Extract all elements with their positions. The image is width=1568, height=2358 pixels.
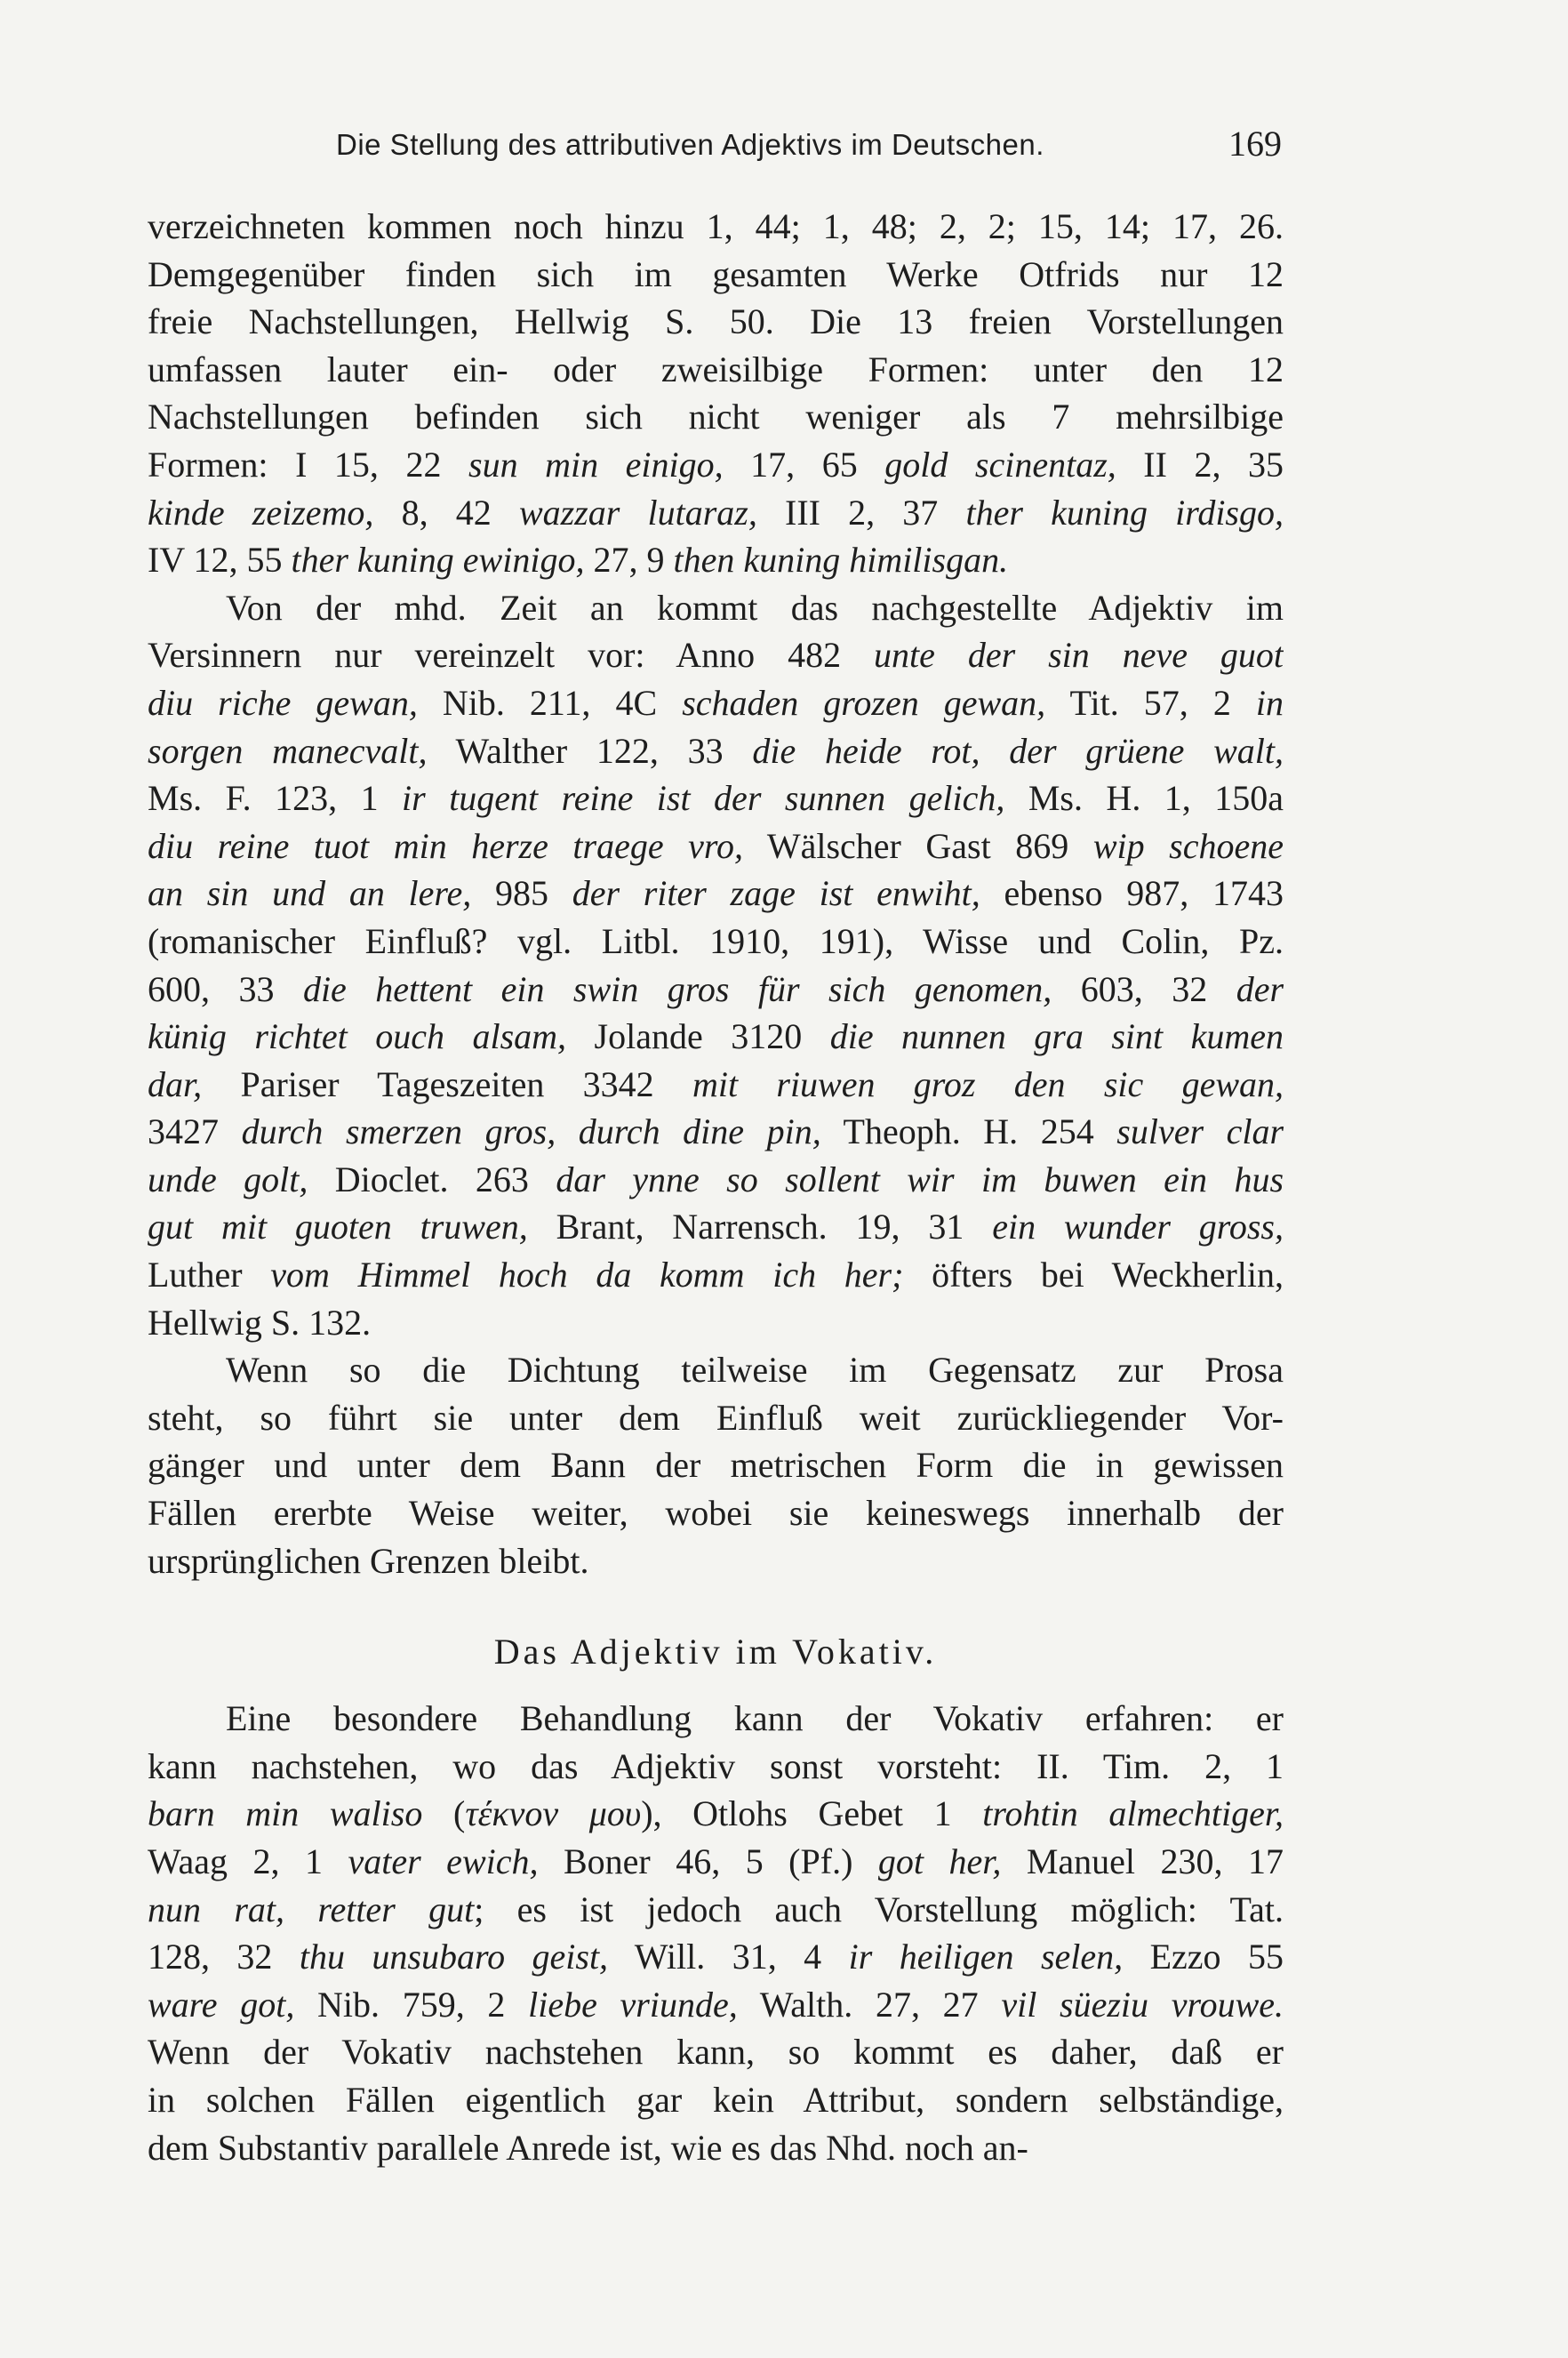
text-line <box>148 251 1284 299</box>
text-segment: Nib. 759, 2 <box>294 1984 529 2025</box>
text-segment: 17, 65 <box>723 444 885 485</box>
page-number: 169 <box>1228 124 1282 164</box>
text-segment: umfassen lauter ein- oder zweisilbige Formen: unter den 12 <box>148 349 1284 389</box>
italic-quote: diu riche gewan, <box>148 682 418 723</box>
text-line <box>148 2124 1284 2172</box>
text-segment: Will. 31, 4 <box>608 1937 849 1977</box>
italic-quote: in <box>1255 682 1284 723</box>
italic-quote: dar, <box>148 1063 203 1104</box>
italic-quote: then kuning himilisgan. <box>673 540 1009 581</box>
paragraph-3 <box>148 1346 1284 1584</box>
paragraph-1 <box>148 203 1284 584</box>
text-segment: II 2, 35 <box>1116 444 1284 485</box>
text-segment: gänger und unter dem Bann der metrischen Form die in gewissen <box>148 1445 1284 1486</box>
text-segment: Nachstellungen befinden sich nicht weniger als 7 mehrsilbige <box>148 397 1284 437</box>
text-line <box>148 1203 1284 1251</box>
text-segment: 600, 33 <box>148 968 303 1009</box>
italic-quote: dar ynne so sollent wir im buwen ein hus <box>556 1159 1284 1199</box>
text-line <box>148 441 1284 489</box>
paragraph-4 <box>148 1695 1284 2171</box>
text-segment: ; es ist jedoch auch Vorstellung möglich: Tat. <box>474 1889 1284 1929</box>
text-line <box>148 966 1284 1014</box>
text-segment: ebenso 987, 1743 <box>980 873 1284 914</box>
text-line <box>148 1981 1284 2029</box>
italic-quote: vom Himmel hoch da komm ich her; <box>270 1255 904 1295</box>
text-segment: Ms. F. 123, 1 <box>148 778 403 819</box>
text-segment: Walther 122, 33 <box>427 730 753 771</box>
text-segment: Wenn der Vokativ nachstehen kann, so kommt es daher, daß er <box>148 2032 1284 2073</box>
italic-quote: die hettent ein swin gros für sich genomen, <box>302 968 1052 1009</box>
text-segment: Waag 2, 1 <box>148 1841 348 1881</box>
text-line <box>148 679 1284 727</box>
text-line <box>148 1061 1284 1109</box>
italic-quote: sulver clar <box>1116 1111 1284 1152</box>
text-line <box>148 918 1284 966</box>
text-segment: in solchen Fällen eigentlich gar kein Attribut, sondern selbständige, <box>148 2079 1284 2120</box>
italic-quote: kinde zeizemo, <box>148 492 374 533</box>
text-line <box>148 1441 1284 1489</box>
text-segment: Demgegenüber finden sich im gesamten Werke Otfrids nur 12 <box>148 253 1284 294</box>
text-line <box>148 822 1284 870</box>
italic-quote: der riter zage ist enwiht, <box>572 873 980 914</box>
text-segment: 603, 32 <box>1052 968 1236 1009</box>
italic-quote: diu reine tuot min herze traege vro, <box>148 825 743 866</box>
italic-quote: unte der sin neve guot <box>874 635 1284 676</box>
italic-quote: durch smerzen gros, durch dine pin, <box>241 1111 821 1152</box>
text-segment: Theoph. H. 254 <box>820 1111 1117 1152</box>
text-segment: Wenn so die Dichtung teilweise im Gegensatz zur Prosa <box>226 1350 1284 1391</box>
text-segment: Hellwig S. 132. <box>148 1302 372 1343</box>
text-segment: IV 12, 55 <box>148 540 292 581</box>
italic-quote: ware got, <box>148 1984 295 2025</box>
text-line <box>148 1489 1284 1537</box>
text-segment: Wälscher Gast 869 <box>743 825 1093 866</box>
text-line <box>148 1156 1284 1204</box>
running-title: Die Stellung des attributiven Adjektivs im Deutschen. <box>336 128 1044 161</box>
text-segment: Manuel 230, 17 <box>1001 1841 1284 1881</box>
italic-quote: mit riuwen groz den sic gewan, <box>692 1063 1284 1104</box>
text-segment: Luther <box>148 1255 271 1295</box>
italic-quote: ir heiligen selen, <box>848 1937 1124 1977</box>
text-segment: 8, 42 <box>373 492 519 533</box>
text-segment: 3427 <box>148 1111 242 1152</box>
text-line <box>148 1886 1284 1934</box>
italic-quote: liebe vriunde, <box>528 1984 738 2025</box>
text-segment: ( <box>422 1793 466 1834</box>
italic-quote: gold scinentaz, <box>884 444 1116 485</box>
italic-quote: trohtin almechtiger, <box>982 1793 1284 1834</box>
text-line <box>148 1790 1284 1838</box>
italic-quote: gut mit guoten truwen, <box>148 1207 528 1247</box>
text-line <box>148 1013 1284 1061</box>
italic-quote: die nunnen gra sint kumen <box>829 1016 1284 1057</box>
text-line <box>148 1346 1284 1394</box>
text-segment: Jolande 3120 <box>566 1016 830 1057</box>
text-segment: ursprünglichen Grenzen bleibt. <box>148 1540 589 1581</box>
text-line <box>148 1933 1284 1981</box>
text-line <box>148 346 1284 394</box>
text-line <box>148 1537 1284 1585</box>
italic-quote: ir tugent reine ist der sunnen gelich, <box>402 778 1005 819</box>
text-segment: Versinnern nur vereinzelt vor: Anno 482 <box>148 635 875 676</box>
text-line <box>148 298 1284 346</box>
text-segment: Eine besondere Behandlung kann der Vokativ erfahren: er <box>226 1698 1284 1739</box>
italic-quote: wazzar lutaraz, <box>518 492 757 533</box>
page-body <box>148 203 1284 2171</box>
italic-quote: ther kuning ewinigo, <box>291 540 585 581</box>
italic-quote: barn min waliso <box>148 1793 423 1834</box>
text-segment: Formen: I 15, 22 <box>148 444 469 485</box>
text-line <box>148 1743 1284 1791</box>
text-line <box>148 1838 1284 1886</box>
paragraph-2 <box>148 584 1284 1347</box>
text-line <box>148 1299 1284 1347</box>
italic-quote: der <box>1236 968 1284 1009</box>
text-segment: Brant, Narrensch. 19, 31 <box>527 1207 993 1247</box>
text-line <box>148 1695 1284 1743</box>
text-segment: Nib. 211, 4C <box>417 682 683 723</box>
text-line <box>148 393 1284 441</box>
italic-quote: die heide rot, der grüene walt, <box>752 730 1284 771</box>
text-segment: kann nachstehen, wo das Adjektiv sonst vorsteht: II. Tim. 2, 1 <box>148 1745 1284 1786</box>
text-line <box>148 727 1284 775</box>
text-line <box>148 870 1284 918</box>
text-line <box>148 631 1284 679</box>
text-segment: 985 <box>471 873 572 914</box>
text-segment: Von der mhd. Zeit an kommt das nachgestellte Adjektiv im <box>226 587 1284 628</box>
text-line <box>148 1251 1284 1299</box>
text-segment: steht, so führt sie unter dem Einfluß weit zurückliegender Vor- <box>148 1397 1284 1438</box>
text-segment: dem Substantiv parallele Anrede ist, wie es das Nhd. noch an- <box>148 2127 1028 2168</box>
italic-quote: sun min einigo, <box>468 444 724 485</box>
text-segment: Dioclet. 263 <box>308 1159 556 1199</box>
italic-quote: schaden grozen gewan, <box>682 682 1046 723</box>
text-segment: ), Otlohs Gebet 1 <box>641 1793 983 1834</box>
text-line <box>148 536 1284 584</box>
italic-quote: sorgen manecvalt, <box>148 730 428 771</box>
italic-quote: ein wunder gross, <box>992 1207 1284 1247</box>
italic-quote: τέκνον μου <box>465 1793 642 1834</box>
text-segment: freie Nachstellungen, Hellwig S. 50. Die 13 freien Vorstellungen <box>148 301 1284 342</box>
text-segment: (romanischer Einfluß? vgl. Litbl. 1910, 191), Wisse und Colin, Pz. <box>148 920 1284 961</box>
italic-quote: an sin und an lere, <box>148 873 472 914</box>
italic-quote: nun rat, retter gut <box>148 1889 475 1929</box>
text-segment: Ms. H. 1, 150a <box>1004 778 1284 819</box>
italic-quote: wip schoene <box>1092 825 1284 866</box>
italic-quote: unde golt, <box>148 1159 308 1199</box>
italic-quote: künig richtet ouch alsam, <box>148 1016 567 1057</box>
text-line <box>148 774 1284 822</box>
text-segment: Pariser Tageszeiten 3342 <box>202 1063 692 1104</box>
italic-quote: vil süeziu vrouwe. <box>1001 1984 1284 2025</box>
text-line <box>148 1108 1284 1156</box>
text-segment: öfters bei Weckherlin, <box>903 1255 1284 1295</box>
text-line <box>148 489 1284 537</box>
text-segment: III 2, 37 <box>756 492 966 533</box>
text-line <box>148 1394 1284 1442</box>
italic-quote: vater ewich, <box>348 1841 539 1881</box>
text-line <box>148 203 1284 251</box>
text-segment: 128, 32 <box>148 1937 300 1977</box>
text-segment: Fällen ererbte Weise weiter, wobei sie keineswegs innerhalb der <box>148 1493 1284 1534</box>
text-line <box>148 584 1284 632</box>
text-segment: 27, 9 <box>584 540 674 581</box>
italic-quote: got her, <box>877 1841 1002 1881</box>
section-heading: Das Adjektiv im Vokativ. <box>493 1632 938 1672</box>
text-line <box>148 2076 1284 2124</box>
text-segment: Boner 46, 5 (Pf.) <box>538 1841 878 1881</box>
text-segment: Tit. 57, 2 <box>1045 682 1256 723</box>
text-segment: verzeichneten kommen noch hinzu 1, 44; 1, 48; 2, 2; 15, 14; 17, 26. <box>148 206 1284 246</box>
text-segment: Ezzo 55 <box>1123 1937 1284 1977</box>
running-head <box>142 123 1289 176</box>
italic-quote: thu unsubaro geist, <box>299 1937 609 1977</box>
text-line <box>148 2028 1284 2076</box>
italic-quote: ther kuning irdisgo, <box>965 492 1284 533</box>
text-segment: Walth. 27, 27 <box>737 1984 1002 2025</box>
